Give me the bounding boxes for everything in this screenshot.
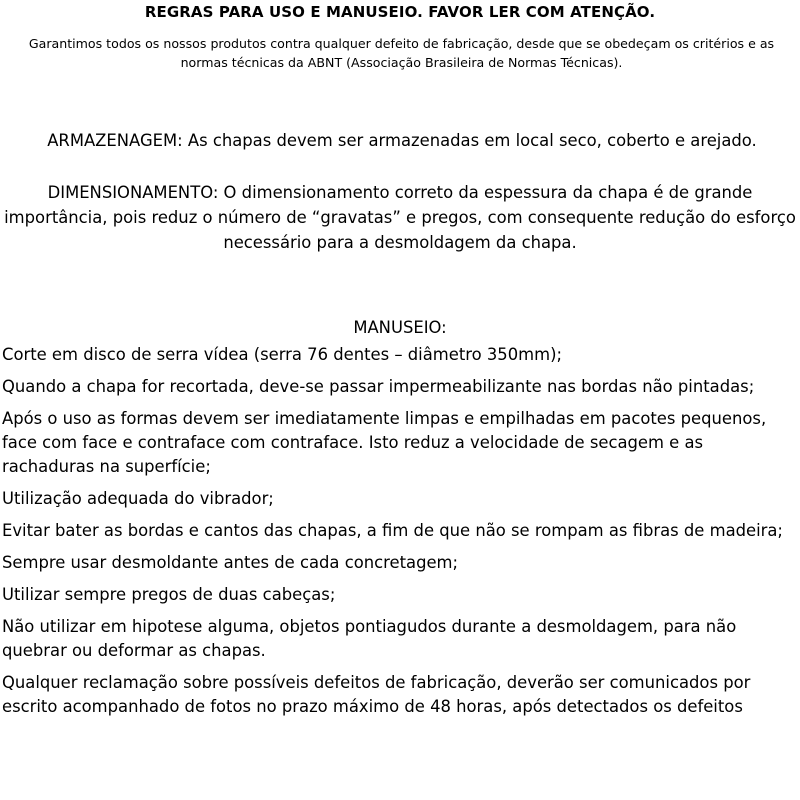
rule-cleaning-stacking: Após o uso as formas devem ser imediatamente limpas e empilhadas em pacotes pequenos, face com face e contraface com contraface. Isto reduz a velocidade de secagem e as rachaduras na superfície; <box>2 409 767 476</box>
rule-edge-protection: Evitar bater as bordas e cantos das chapas, a fim de que não se rompam as fibras de madeira; <box>2 521 783 540</box>
rule-release-agent: Sempre usar desmoldante antes de cada concretagem; <box>2 553 459 572</box>
guarantee-paragraph: Garantimos todos os nossos produtos contra qualquer defeito de fabricação, desde que se obedeçam os critérios e as normas técnicas da ABNT (Associação Brasileira de Normas Técnicas). <box>28 36 775 70</box>
document-title: REGRAS PARA USO E MANUSEIO. FAVOR LER COM ATENÇÃO. <box>144 3 656 21</box>
handling-rules-list <box>2 343 798 727</box>
rule-no-sharp-objects: Não utilizar em hipotese alguma, objetos pontiagudos durante a desmoldagem, para não quebrar ou deformar as chapas. <box>2 617 737 660</box>
rule-double-head-nails: Utilizar sempre pregos de duas cabeças; <box>2 585 336 604</box>
handling-heading: MANUSEIO: <box>353 318 447 337</box>
rule-defect-claims: Qualquer reclamação sobre possíveis defeitos de fabricação, deverão ser comunicados por escrito acompanhado de fotos no prazo máximo de 48 horas, após detectados os defeitos <box>2 673 751 716</box>
dimensioning-paragraph: DIMENSIONAMENTO: O dimensionamento correto da espessura da chapa é de grande importância, pois reduz o número de “gravatas” e pregos, com consequente redução do esforço necessário para a desmoldagem da chapa. <box>4 183 796 252</box>
rule-vibrator: Utilização adequada do vibrador; <box>2 489 274 508</box>
rule-cutting: Corte em disco de serra vídea (serra 76 dentes – diâmetro 350mm); <box>2 345 563 364</box>
rule-waterproofing: Quando a chapa for recortada, deve-se passar impermeabilizante nas bordas não pintadas; <box>2 377 755 396</box>
storage-paragraph: ARMAZENAGEM: As chapas devem ser armazenadas em local seco, coberto e arejado. <box>47 131 757 150</box>
